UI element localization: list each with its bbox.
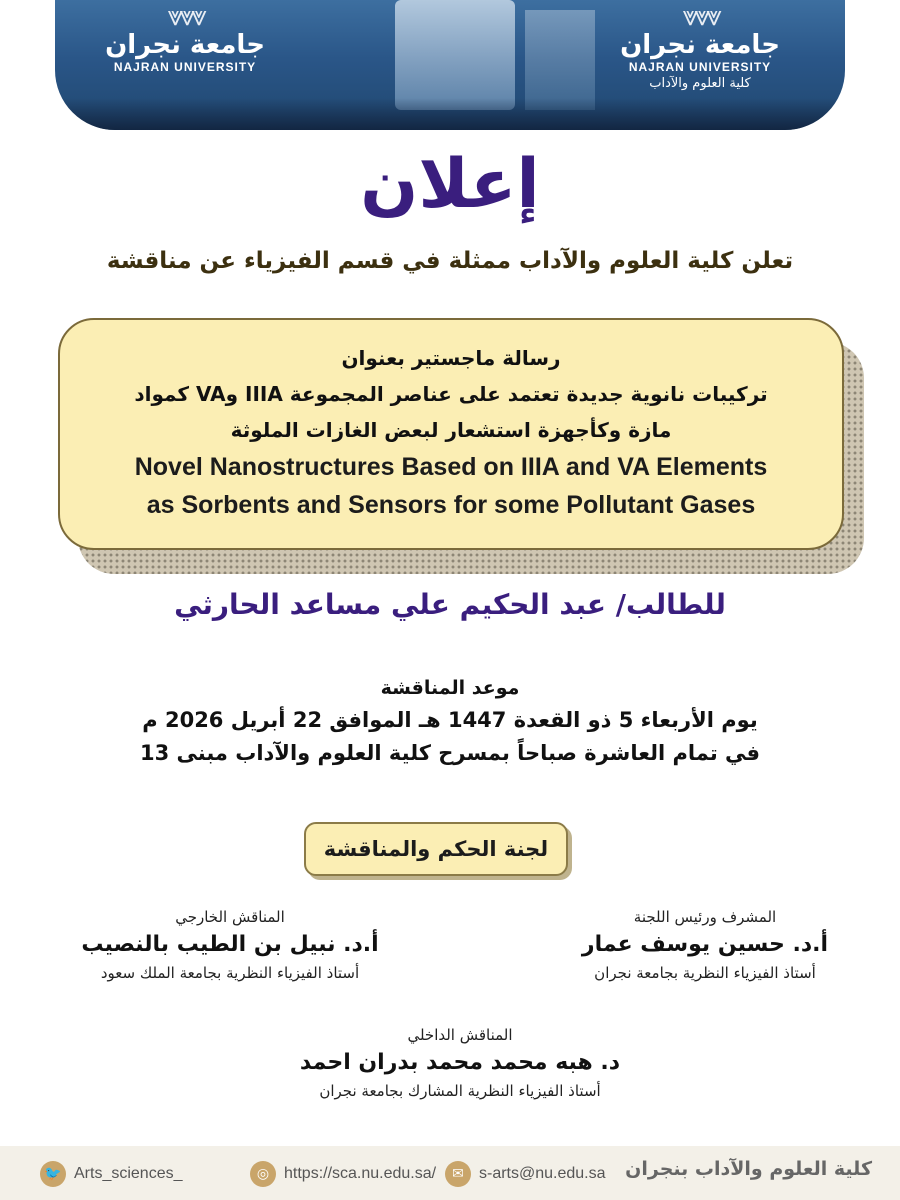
- announcement-title: إعلان: [360, 145, 540, 224]
- university-logo-right: [615, 2, 785, 91]
- logo-college: كلية العلوم والآداب: [649, 76, 751, 91]
- website-link: https://sca.nu.edu.sa/: [284, 1165, 437, 1182]
- announcement-subtitle: تعلن كلية العلوم والآداب ممثلة في قسم الفيزياء عن مناقشة: [106, 248, 794, 274]
- member-position: أستاذ الفيزياء النظرية بجامعة نجران: [594, 964, 816, 982]
- schedule-date: يوم الأربعاء 5 ذو القعدة 1447 هـ الموافق 22 أبريل 2026 م: [142, 708, 758, 732]
- thesis-label: رسالة ماجستير بعنوان: [341, 346, 561, 370]
- footer-brand: كلية العلوم والآداب بنجران: [625, 1158, 872, 1180]
- committee-internal-examiner: [240, 1024, 680, 1102]
- member-name: أ.د. حسين يوسف عمار: [581, 932, 829, 957]
- university-logo-icon: ⩔⩔⩔: [167, 0, 203, 32]
- schedule-place: في تمام العاشرة صباحاً بمسرح كلية العلوم والآداب مبنى 13: [139, 741, 761, 765]
- committee-heading: لجنة الحكم والمناقشة: [304, 822, 568, 876]
- logo-arabic: جامعة نجران: [620, 30, 780, 60]
- member-role: المناقش الخارجي: [175, 908, 285, 926]
- thesis-title-arabic-2: مازة وكأجهزة استشعار لبعض الغازات الملوثة: [230, 418, 672, 442]
- thesis-title-english-2: as Sorbents and Sensors for some Pollutant Gases: [146, 491, 756, 519]
- member-position: أستاذ الفيزياء النظرية المشارك بجامعة نجران: [319, 1082, 601, 1100]
- mail-icon: ✉: [445, 1161, 471, 1187]
- student-name: للطالب/ عبد الحكيم علي مساعد الحارثي: [174, 588, 726, 621]
- globe-icon: ◎: [250, 1161, 276, 1187]
- logo-english: NAJRAN UNIVERSITY: [628, 60, 772, 74]
- thesis-title-arabic-1: تركيبات نانوية جديدة تعتمد على عناصر المجموعة IIIA وVA كمواد: [134, 382, 768, 406]
- footer-email[interactable]: [445, 1160, 606, 1188]
- header-banner: [55, 0, 845, 130]
- footer-website[interactable]: [250, 1160, 436, 1188]
- committee-external-examiner: [40, 906, 420, 984]
- footer-twitter[interactable]: [40, 1160, 183, 1188]
- twitter-handle: Arts_sciences_: [74, 1165, 183, 1182]
- university-logo-icon: ⩔⩔⩔: [682, 0, 718, 32]
- footer-bar: [0, 1146, 900, 1200]
- member-position: أستاذ الفيزياء النظرية بجامعة الملك سعود: [100, 964, 360, 982]
- university-logo-left: [100, 2, 270, 74]
- defense-schedule: [0, 672, 900, 770]
- member-role: المشرف ورئيس اللجنة: [633, 908, 777, 926]
- member-name: د. هبه محمد محمد بدران احمد: [299, 1050, 621, 1075]
- email-address: s-arts@nu.edu.sa: [479, 1165, 606, 1182]
- twitter-icon: 🐦: [40, 1161, 66, 1187]
- thesis-title-english-1: Novel Nanostructures Based on IIIA and VA Elements: [134, 453, 768, 481]
- banner-building-right: [525, 10, 595, 110]
- banner-building-left: [395, 0, 515, 110]
- banner-base: [55, 98, 845, 130]
- logo-english: NAJRAN UNIVERSITY: [113, 60, 257, 74]
- schedule-heading: موعد المناقشة: [380, 677, 520, 699]
- member-name: أ.د. نبيل بن الطيب بالنصيب: [81, 932, 379, 957]
- member-role: المناقش الداخلي: [407, 1026, 513, 1044]
- logo-arabic: جامعة نجران: [105, 30, 265, 60]
- thesis-box: [58, 318, 844, 550]
- committee-supervisor: [550, 906, 860, 984]
